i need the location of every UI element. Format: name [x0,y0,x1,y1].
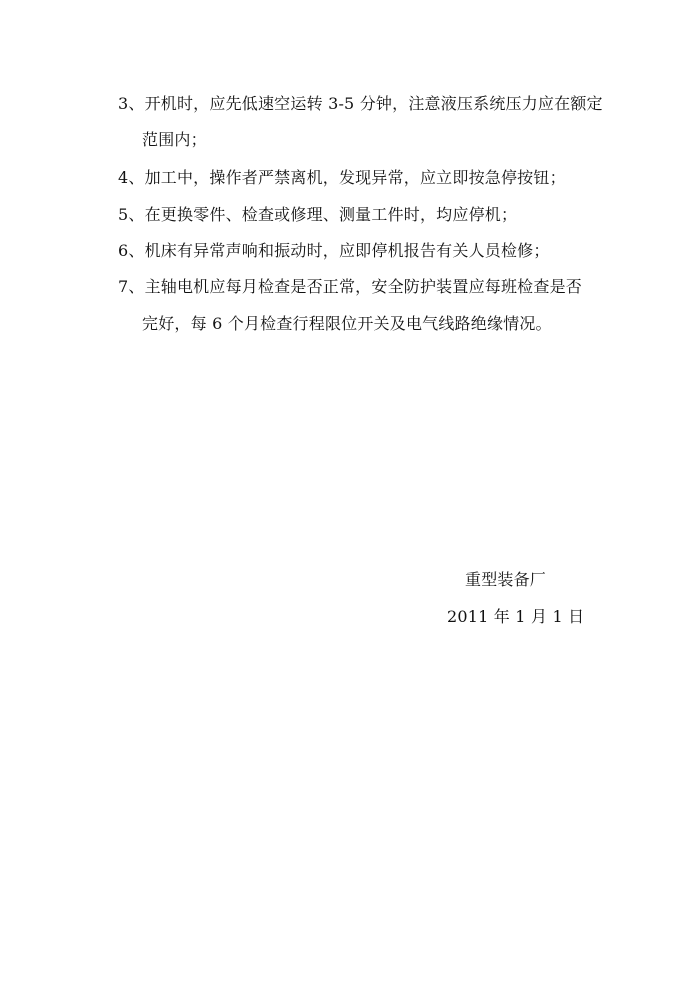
rule-item-4: 4、加工中，操作者严禁离机，发现异常，应立即按急停按钮； [118,168,566,187]
signature-organization: 重型装备厂 [465,570,547,589]
rule-item-5: 5、在更换零件、检查或修理、测量工件时，均应停机； [118,205,518,224]
rule-item-6: 6、机床有异常声响和振动时，应即停机报告有关人员检修； [118,241,550,260]
rule-item-3-line-2: 范围内； [142,130,207,149]
rule-item-3-line-1: 3、开机时，应先低速空运转 3-5 分钟，注意液压系统压力应在额定 [118,94,603,113]
rule-item-7-line-1: 7、主轴电机应每月检查是否正常，安全防护装置应每班检查是否 [118,277,582,296]
signature-date: 2011 年 1 月 1 日 [447,607,585,626]
rule-item-7-line-2: 完好，每 6 个月检查行程限位开关及电气线路绝缘情况。 [142,314,552,333]
